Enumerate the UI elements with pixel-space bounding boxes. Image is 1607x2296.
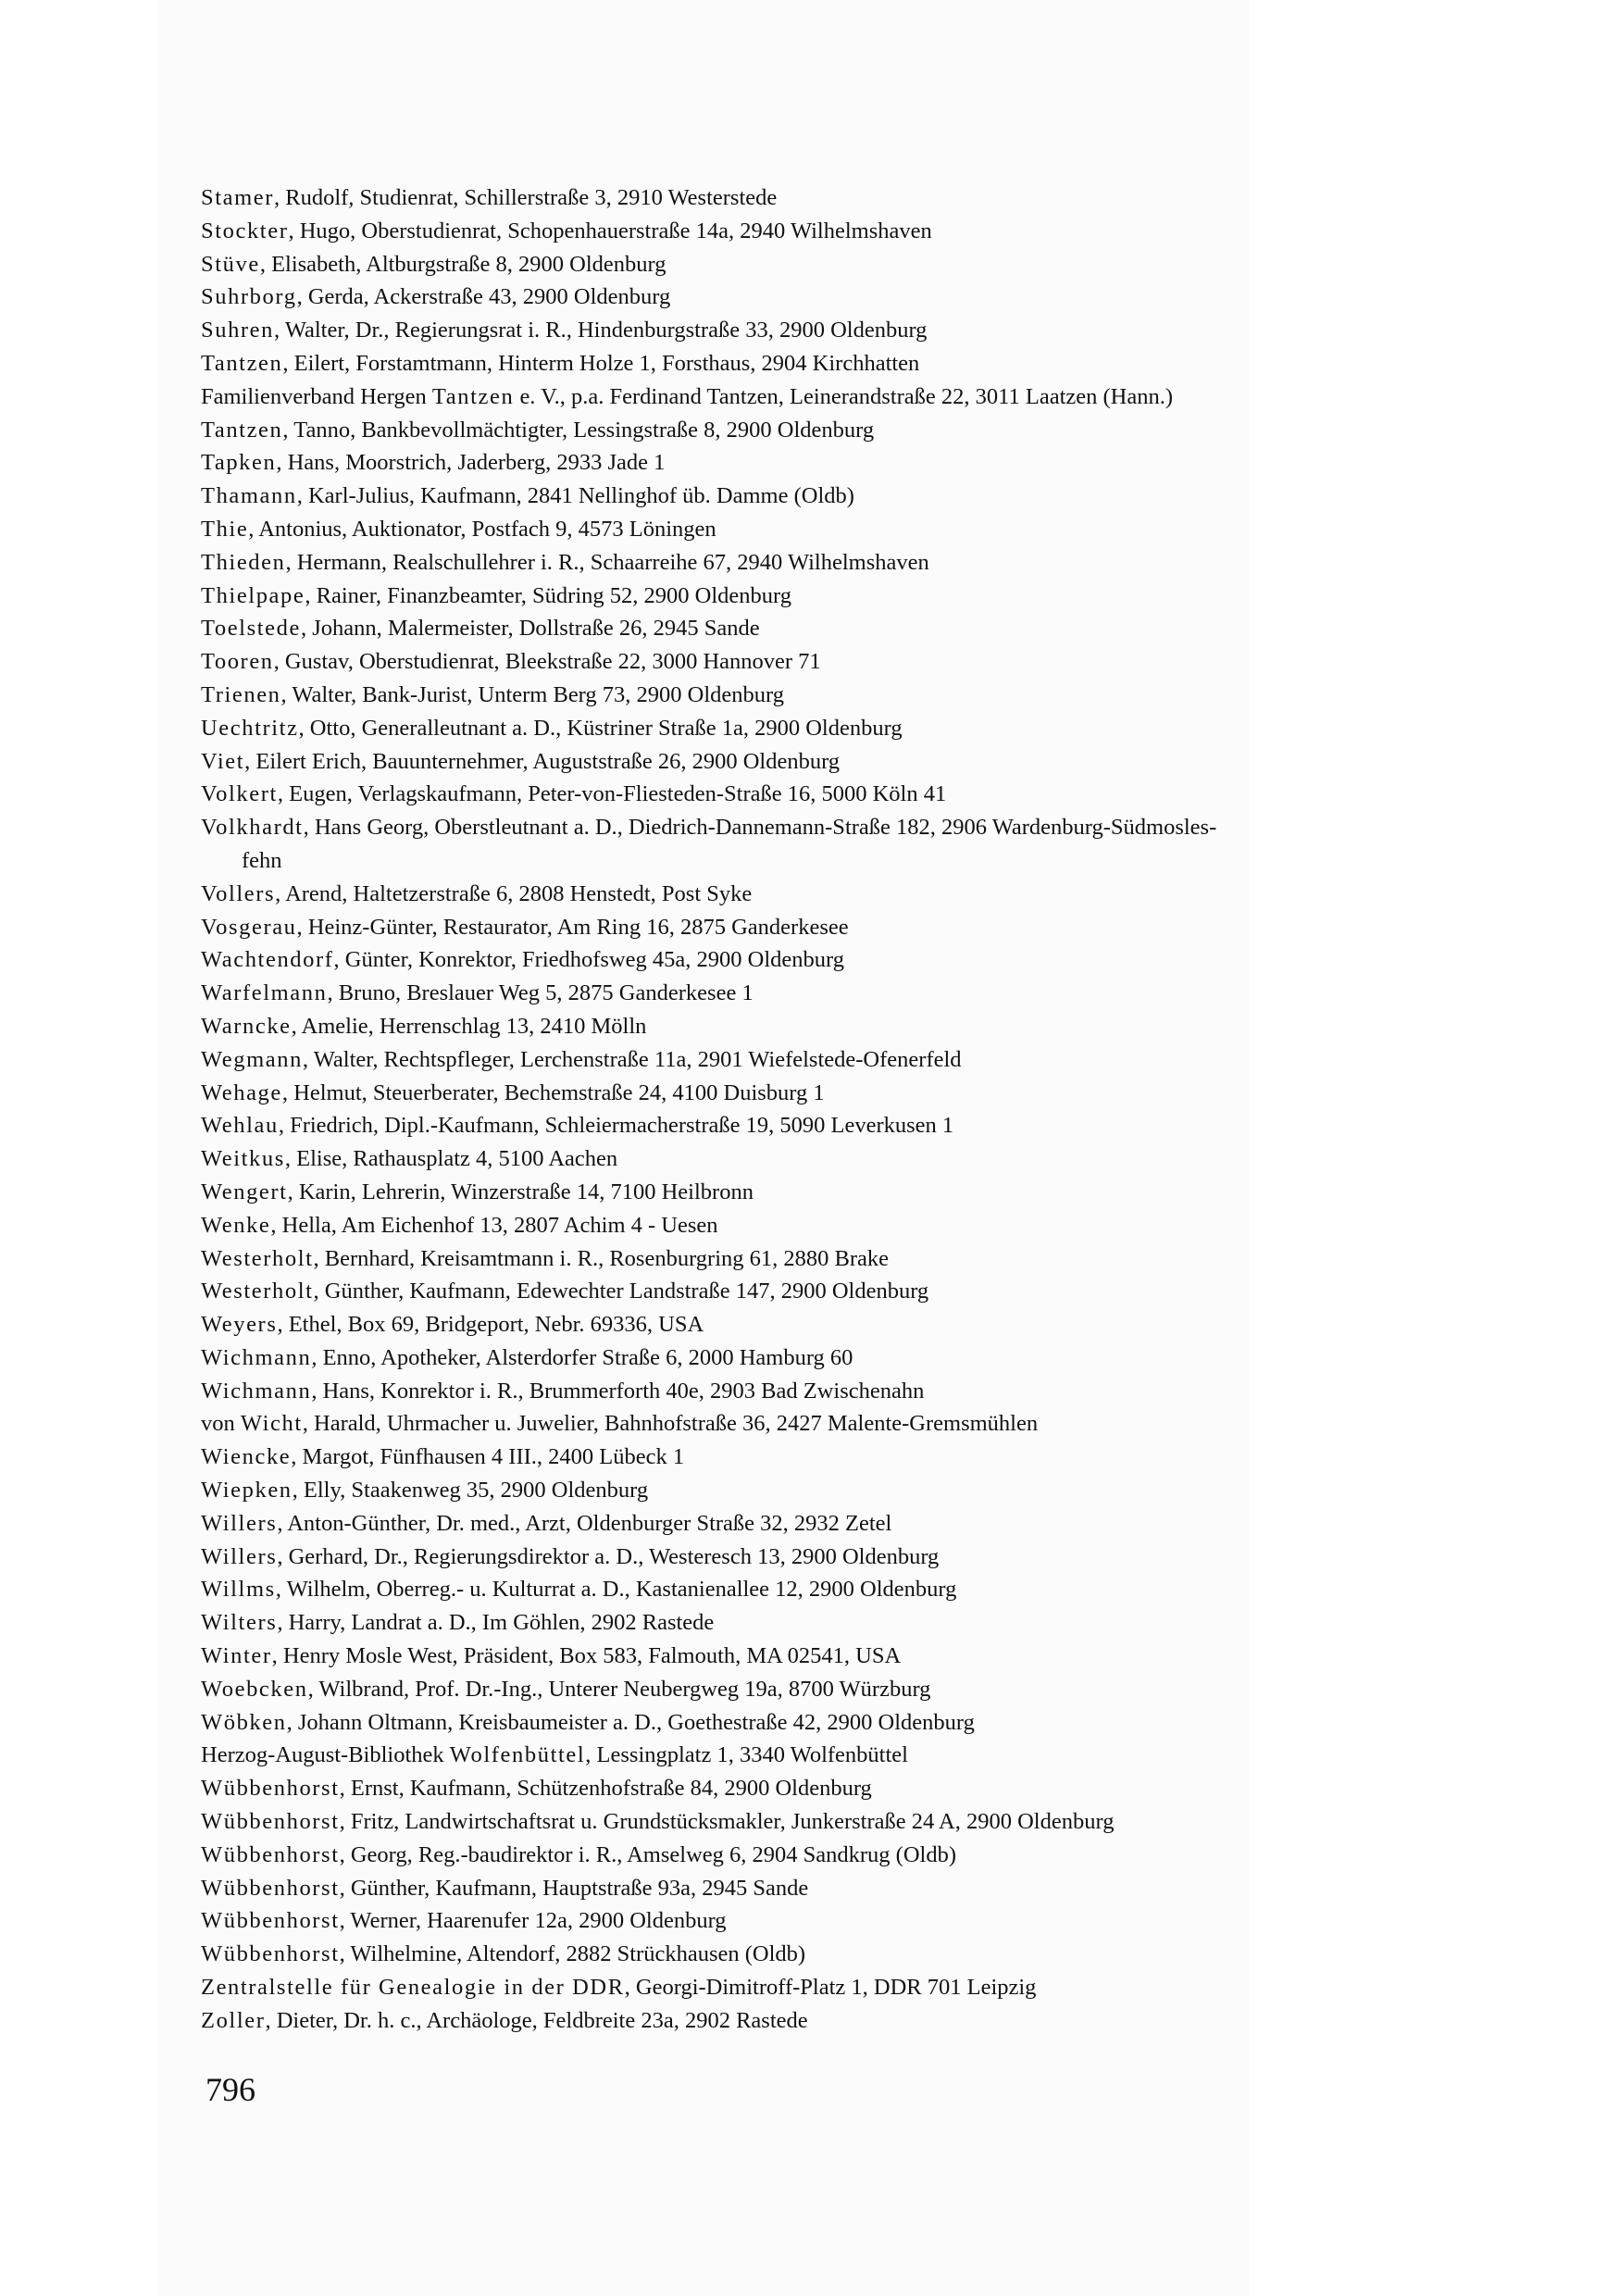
entry-name: Suhrborg <box>201 284 297 310</box>
entry-details: , Johann, Malermeister, Dollstraße 26, 2945 Sande <box>300 616 760 642</box>
list-item <box>201 1341 1441 1375</box>
entry-details: , Gustav, Oberstudienrat, Bleekstraße 22, 3000 Hannover 71 <box>273 649 821 675</box>
list-item <box>201 381 1441 414</box>
entry-details: , Walter, Bank-Jurist, Unterm Berg 73, 2900 Oldenburg <box>280 681 784 707</box>
entry-name: Wehage <box>201 1079 282 1105</box>
entry-details: , Rainer, Finanzbeamter, Südring 52, 2900 Oldenburg <box>305 582 791 608</box>
entry-name: Vollers <box>201 880 276 906</box>
entry-prefix: von <box>201 1411 241 1437</box>
entry-details: , Hans Georg, Oberstleutnant a. D., Diedrich-Dannemann-Straße 182, 2906 Wardenburg-Südmosles- <box>303 815 1217 841</box>
entry-name: Tantzen <box>201 417 283 443</box>
entry-details: , Eilert, Forstamtmann, Hinterm Holze 1, Forsthaus, 2904 Kirchhatten <box>282 350 920 376</box>
list-item <box>201 1673 1441 1706</box>
entry-details: , Amelie, Herrenschlag 13, 2410 Mölln <box>291 1013 647 1039</box>
entry-details: , Walter, Rechtspfleger, Lerchenstraße 11a, 2901 Wiefelstede-Ofenerfeld <box>302 1046 962 1072</box>
list-item <box>201 1142 1441 1176</box>
entry-name: Wenke <box>201 1212 271 1238</box>
list-item <box>201 1971 1441 2004</box>
entry-details: , Harald, Uhrmacher u. Juwelier, Bahnhofstraße 36, 2427 Malente-Gremsmühlen <box>302 1411 1039 1437</box>
list-item <box>201 1441 1441 1474</box>
entry-name: Wichmann <box>201 1378 312 1404</box>
entry-name: Winter <box>201 1643 272 1669</box>
list-item <box>201 1043 1441 1077</box>
entry-name: Westerholt <box>201 1245 314 1271</box>
entry-name: Tantzen <box>431 383 515 409</box>
entry-details: , Elise, Rathausplatz 4, 5100 Aachen <box>284 1146 618 1172</box>
entry-name: Willers <box>201 1510 278 1536</box>
list-item <box>201 878 1441 911</box>
list-item <box>201 347 1441 381</box>
entry-details: , Harry, Landrat a. D., Im Göhlen, 2902 Rastede <box>277 1610 715 1636</box>
entry-details: , Eugen, Verlagskaufmann, Peter-von-Fliesteden-Straße 16, 5000 Köln 41 <box>277 781 947 807</box>
entry-name: Thieden <box>201 549 286 575</box>
entry-details: , Elisabeth, Altburgstraße 8, 2900 Oldenburg <box>259 251 666 277</box>
entry-name: Wilters <box>201 1610 278 1636</box>
entry-details: , Hans, Moorstrich, Jaderberg, 2933 Jade 1 <box>276 450 666 476</box>
entry-name: Trienen <box>201 681 281 707</box>
entry-details: , Antonius, Auktionator, Postfach 9, 4573 Löningen <box>248 516 716 542</box>
entry-name: Wübbenhorst <box>201 1875 340 1901</box>
entry-details: , Margot, Fünfhausen 4 III., 2400 Lübeck 1 <box>291 1444 685 1470</box>
entry-name: Willers <box>201 1543 278 1569</box>
entry-name: Warfelmann <box>201 980 328 1006</box>
entry-name: Wegmann <box>201 1046 303 1072</box>
entry-details: , Hella, Am Eichenhof 13, 2807 Achim 4 - Uesen <box>270 1212 718 1238</box>
list-item <box>201 1606 1441 1640</box>
entry-details: , Gerhard, Dr., Regierungsdirektor a. D., Westeresch 13, 2900 Oldenburg <box>277 1543 940 1569</box>
entry-name: Tapken <box>201 450 277 476</box>
entry-name: Warncke <box>201 1013 292 1039</box>
entry-details: , Ethel, Box 69, Bridgeport, Nebr. 69336, USA <box>277 1312 704 1338</box>
entry-name: Tantzen <box>201 350 283 376</box>
list-item <box>201 1706 1441 1740</box>
list-item <box>201 712 1441 745</box>
entry-details: , Günter, Konrektor, Friedhofsweg 45a, 2900 Oldenburg <box>333 947 844 973</box>
entry-prefix: Familienverband Hergen <box>201 383 432 409</box>
entry-name: Thamann <box>201 483 297 509</box>
entry-details: , Georgi-Dimitroff-Platz 1, DDR 701 Leipzig <box>624 1975 1037 2001</box>
entry-name: Woebcken <box>201 1676 308 1702</box>
entry-name: Wehlau <box>201 1113 279 1139</box>
entry-details: , Lessingplatz 1, 3340 Wolfenbüttel <box>585 1742 908 1768</box>
list-item <box>201 1474 1441 1507</box>
entry-name: Wübbenhorst <box>201 1908 340 1934</box>
list-item <box>201 645 1441 679</box>
entry-name: Tooren <box>201 649 274 675</box>
list-item <box>201 1772 1441 1805</box>
list-item <box>201 1839 1441 1872</box>
entry-details: , Walter, Dr., Regierungsrat i. R., Hindenburgstraße 33, 2900 Oldenburg <box>274 318 928 343</box>
entry-name: Zentralstelle für Genealogie in der DDR <box>201 1975 625 2001</box>
entry-details: , Elly, Staakenweg 35, 2900 Oldenburg <box>292 1478 649 1504</box>
list-item <box>201 1176 1441 1209</box>
entry-details: , Hugo, Oberstudienrat, Schopenhauerstraße 14a, 2940 Wilhelmshaven <box>288 218 932 243</box>
list-item <box>201 446 1441 480</box>
entry-name: Zoller <box>201 2007 266 2033</box>
entry-name: Wübbenhorst <box>201 1776 340 1802</box>
entry-name: Wöbken <box>201 1709 287 1735</box>
entry-name: Vosgerau <box>201 914 297 940</box>
entry-details: , Eilert Erich, Bauunternehmer, Auguststraße 26, 2900 Oldenburg <box>244 748 841 774</box>
list-item <box>201 1872 1441 1905</box>
list-item <box>201 943 1441 977</box>
list-item <box>201 1805 1441 1839</box>
entry-details: , Karl-Julius, Kaufmann, 2841 Nellinghof üb. Damme (Oldb) <box>296 483 854 509</box>
entry-name: Volkert <box>201 781 278 807</box>
entry-name: Stüve <box>201 251 260 277</box>
entry-details: , Fritz, Landwirtschaftsrat u. Grundstücksmakler, Junkerstraße 24 A, 2900 Oldenburg <box>339 1809 1115 1835</box>
entry-name: Willms <box>201 1577 276 1603</box>
entry-details: , Ernst, Kaufmann, Schützenhofstraße 84, 2900 Oldenburg <box>339 1776 872 1802</box>
entry-details: e. V., p.a. Ferdinand Tantzen, Leinerandstraße 22, 3011 Laatzen (Hann.) <box>514 383 1174 409</box>
list-item <box>201 580 1441 613</box>
entry-name: Wolfenbüttel <box>449 1742 586 1768</box>
entry-details: , Arend, Haltetzerstraße 6, 2808 Henstedt, Post Syke <box>275 880 753 906</box>
entry-name: Viet <box>201 748 245 774</box>
list-item <box>201 513 1441 546</box>
entry-details: , Gerda, Ackerstraße 43, 2900 Oldenburg <box>296 284 671 310</box>
entry-name: Wiencke <box>201 1444 292 1470</box>
list-item <box>201 778 1441 811</box>
entry-name: Westerholt <box>201 1279 314 1304</box>
entry-details: , Wilhelm, Oberreg.- u. Kulturrat a. D., Kastanienallee 12, 2900 Oldenburg <box>275 1577 957 1603</box>
entry-name: Uechtritz <box>201 715 299 741</box>
list-item <box>201 1010 1441 1043</box>
entry-details: , Hans, Konrektor i. R., Brummerforth 40e, 2903 Bad Zwischenahn <box>311 1378 925 1404</box>
list-item <box>201 1375 1441 1408</box>
entry-name: Volkhardt <box>201 815 304 841</box>
entry-name: Stamer <box>201 185 274 210</box>
list-item <box>201 811 1441 878</box>
list-item <box>201 1209 1441 1242</box>
entry-details: , Hermann, Realschullehrer i. R., Schaarreihe 67, 2940 Wilhelmshaven <box>285 549 929 575</box>
entry-name: Thielpape <box>201 582 305 608</box>
entry-name: Weyers <box>201 1312 278 1338</box>
list-item <box>201 1938 1441 1971</box>
entry-name: Weitkus <box>201 1146 285 1172</box>
list-item <box>201 480 1441 513</box>
entry-details: , Bernhard, Kreisamtmann i. R., Rosenburgring 61, 2880 Brake <box>313 1245 890 1271</box>
entry-details: , Heinz-Günter, Restaurator, Am Ring 16, 2875 Ganderkesee <box>296 914 849 940</box>
entry-details: , Tanno, Bankbevollmächtigter, Lessingstraße 8, 2900 Oldenburg <box>282 417 875 443</box>
entry-details: , Günther, Kaufmann, Edewechter Landstraße 147, 2900 Oldenburg <box>313 1279 929 1304</box>
list-item <box>201 1640 1441 1673</box>
entry-name: Wichmann <box>201 1344 312 1370</box>
entry-details: , Dieter, Dr. h. c., Archäologe, Feldbreite 23a, 2902 Rastede <box>265 2007 808 2033</box>
entry-details: , Werner, Haarenufer 12a, 2900 Oldenburg <box>339 1908 727 1934</box>
entry-name: Wübbenhorst <box>201 1841 340 1867</box>
entry-name: Suhren <box>201 318 275 343</box>
list-item <box>201 911 1441 944</box>
list-item <box>201 546 1441 580</box>
entry-name: Thie <box>201 516 249 542</box>
entry-name: Wengert <box>201 1179 288 1204</box>
list-item <box>201 281 1441 314</box>
list-item <box>201 1275 1441 1308</box>
entry-name: Toelstede <box>201 616 301 642</box>
entry-details: , Wilbrand, Prof. Dr.-Ing., Unterer Neubergweg 19a, 8700 Würzburg <box>307 1676 931 1702</box>
entry-continuation: fehn <box>242 847 282 873</box>
entry-name: Wiepken <box>201 1478 293 1504</box>
entry-name: Wachtendorf <box>201 947 334 973</box>
list-item <box>201 414 1441 447</box>
list-item <box>201 679 1441 712</box>
page-number: 796 <box>206 2071 255 2108</box>
entry-name: Wübbenhorst <box>201 1809 340 1835</box>
list-item <box>201 1904 1441 1938</box>
list-item <box>201 1308 1441 1341</box>
entry-details: , Wilhelmine, Altendorf, 2882 Strückhausen (Oldb) <box>339 1941 806 1967</box>
list-item <box>201 215 1441 248</box>
list-item <box>201 1109 1441 1142</box>
entry-details: , Georg, Reg.-baudirektor i. R., Amselweg 6, 2904 Sandkrug (Oldb) <box>339 1841 957 1867</box>
list-item <box>201 1407 1441 1441</box>
entry-details: , Rudolf, Studienrat, Schillerstraße 3, 2910 Westerstede <box>274 185 778 210</box>
list-item <box>201 1242 1441 1276</box>
list-item <box>201 314 1441 347</box>
list-item <box>201 1077 1441 1110</box>
list-item <box>201 612 1441 645</box>
list-item <box>201 745 1441 779</box>
list-item <box>201 1573 1441 1606</box>
list-item <box>201 1507 1441 1541</box>
list-item <box>201 1541 1441 1574</box>
list-item <box>201 2004 1441 2038</box>
entry-details: , Anton-Günther, Dr. med., Arzt, Oldenburger Straße 32, 2932 Zetel <box>277 1510 892 1536</box>
entry-details: , Friedrich, Dipl.-Kaufmann, Schleiermacherstraße 19, 5090 Leverkusen 1 <box>278 1113 954 1139</box>
entry-name: Wübbenhorst <box>201 1941 340 1967</box>
entry-name: Stockter <box>201 218 289 243</box>
list-item <box>201 977 1441 1010</box>
list-item <box>201 1739 1441 1772</box>
entry-details: , Otto, Generalleutnant a. D., Küstriner Straße 1a, 2900 Oldenburg <box>298 715 903 741</box>
entry-name: Wicht <box>240 1411 303 1437</box>
member-list <box>201 181 1441 2038</box>
entry-details: , Bruno, Breslauer Weg 5, 2875 Ganderkesee 1 <box>327 980 754 1006</box>
entry-prefix: Herzog-August-Bibliothek <box>201 1742 450 1768</box>
entry-details: , Karin, Lehrerin, Winzerstraße 14, 7100 Heilbronn <box>287 1179 754 1204</box>
list-item <box>201 248 1441 281</box>
list-item <box>201 181 1441 215</box>
entry-details: , Günther, Kaufmann, Hauptstraße 93a, 2945 Sande <box>339 1875 809 1901</box>
entry-details: , Enno, Apotheker, Alsterdorfer Straße 6, 2000 Hamburg 60 <box>311 1344 853 1370</box>
entry-details: , Henry Mosle West, Präsident, Box 583, Falmouth, MA 02541, USA <box>271 1643 902 1669</box>
entry-details: , Helmut, Steuerberater, Bechemstraße 24, 4100 Duisburg 1 <box>281 1079 825 1105</box>
entry-details: , Johann Oltmann, Kreisbaumeister a. D., Goethestraße 42, 2900 Oldenburg <box>286 1709 975 1735</box>
